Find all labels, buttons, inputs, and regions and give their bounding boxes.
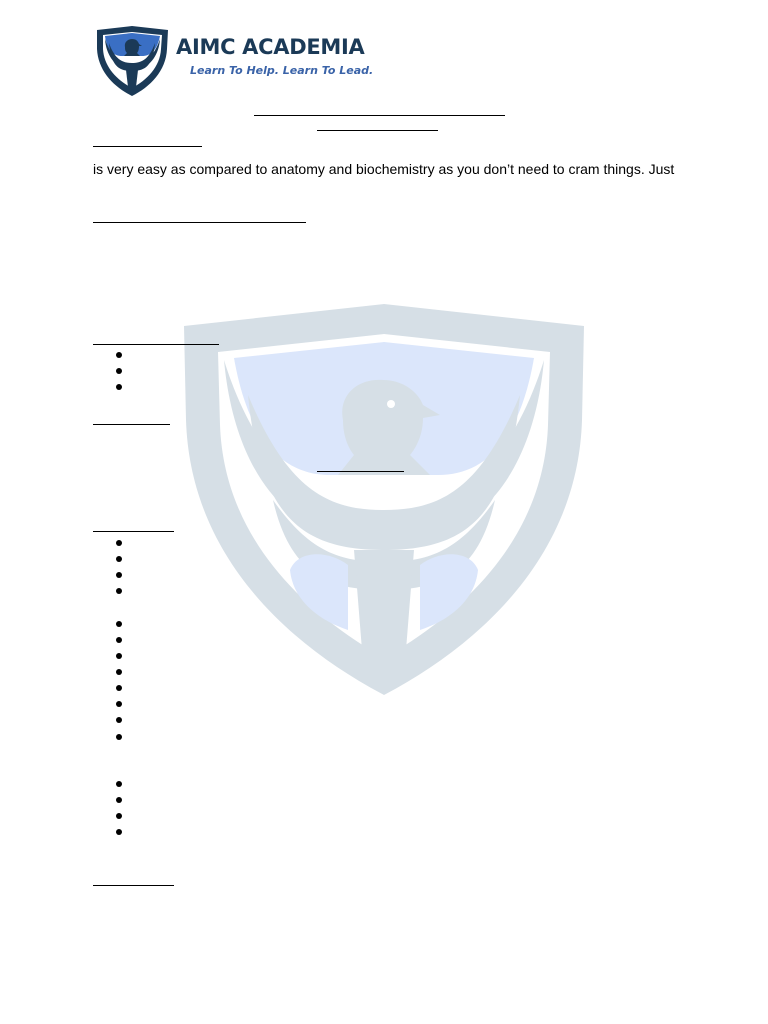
list-bullet xyxy=(116,384,122,390)
list-bullet xyxy=(116,637,122,643)
section-heading-underline-3 xyxy=(93,344,219,345)
section-heading-underline-5 xyxy=(93,531,174,532)
list-bullet xyxy=(116,813,122,819)
list-bullet xyxy=(116,734,122,740)
section-heading-underline-4 xyxy=(93,424,170,425)
list-bullet xyxy=(116,685,122,691)
list-bullet xyxy=(116,829,122,835)
logo xyxy=(95,25,374,99)
section-heading-underline-2 xyxy=(93,222,306,223)
list-bullet xyxy=(116,781,122,787)
eagle-shield-logo-icon xyxy=(95,25,170,97)
title-underline xyxy=(254,115,505,116)
list-bullet xyxy=(116,653,122,659)
centered-heading-underline xyxy=(317,471,404,472)
list-bullet xyxy=(116,621,122,627)
list-bullet xyxy=(116,556,122,562)
list-bullet xyxy=(116,669,122,675)
list-bullet xyxy=(116,797,122,803)
section-heading-underline-1 xyxy=(93,146,202,147)
section-heading-underline-6 xyxy=(93,885,174,886)
list-bullet xyxy=(116,572,122,578)
list-bullet xyxy=(116,701,122,707)
brand-name: AIMC ACADEMIA xyxy=(176,35,365,59)
eagle-shield-watermark xyxy=(178,300,590,698)
paragraph-1: is very easy as compared to anatomy and biochemistry as you don’t need to cram things. Just xyxy=(93,161,675,177)
list-bullet xyxy=(116,588,122,594)
list-bullet xyxy=(116,540,122,546)
brand-tagline: Learn To Help. Learn To Lead. xyxy=(190,64,374,77)
subtitle-underline xyxy=(317,130,438,131)
list-bullet xyxy=(116,717,122,723)
list-bullet xyxy=(116,352,122,358)
list-bullet xyxy=(116,368,122,374)
